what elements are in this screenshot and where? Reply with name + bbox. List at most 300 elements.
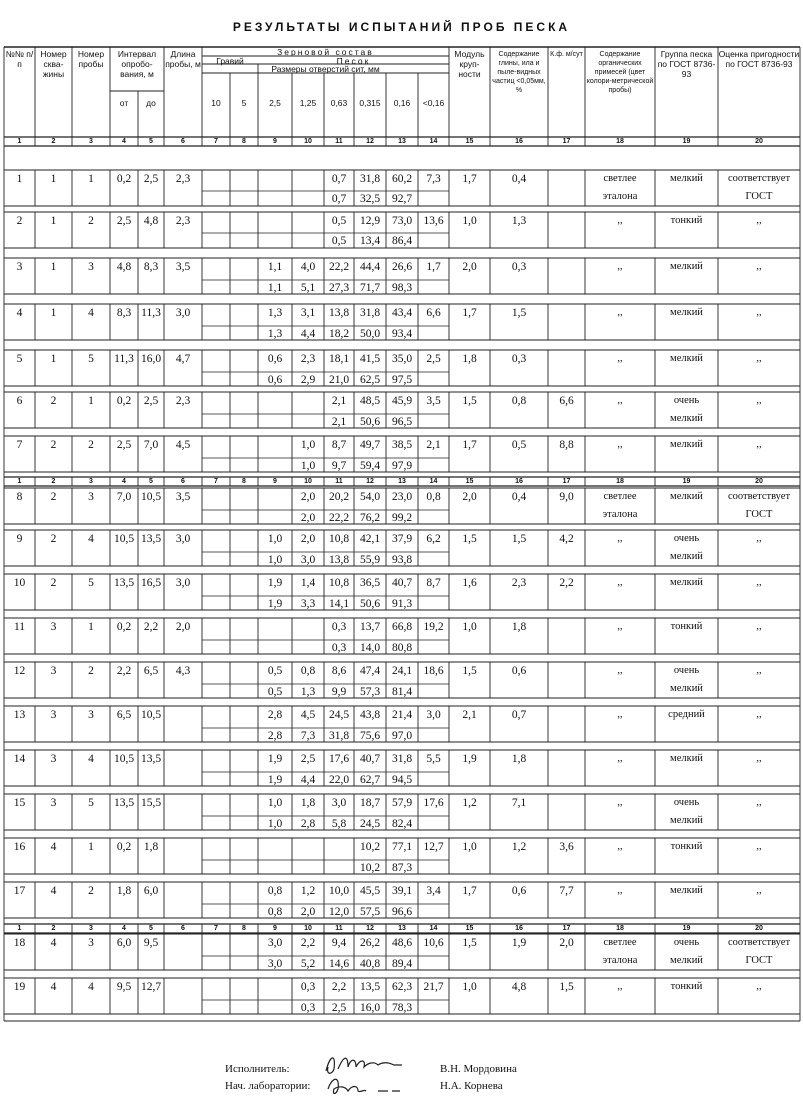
partial-residue-4: 1,8 [300, 797, 316, 809]
suitability-estimate: ,, [756, 307, 762, 318]
interval-to: 16,0 [140, 353, 162, 365]
total-residue-6: 57,3 [359, 686, 381, 698]
total-residue-7: 97,9 [391, 460, 413, 472]
fraction-below-016: 21,7 [423, 981, 444, 993]
interval-from: 13,5 [113, 577, 135, 589]
partial-residue-3: 3,0 [267, 937, 283, 949]
sand-group: тонкий [670, 621, 703, 632]
clay-content: 0,6 [511, 885, 527, 897]
total-residue-5: 22,2 [328, 512, 350, 524]
suitability-estimate: ГОСТ [745, 191, 773, 202]
total-residue-3: 1,0 [267, 554, 283, 566]
executor-name: В.Н. Мордовина [440, 1063, 517, 1075]
organic-impurities: ,, [617, 307, 623, 318]
organic-impurities: эталона [602, 191, 638, 202]
total-residue-7: 94,5 [391, 774, 413, 786]
fraction-below-016: 18,6 [423, 665, 444, 677]
total-residue-7: 97,5 [391, 374, 413, 386]
fraction-below-016: 5,5 [426, 753, 441, 765]
header-interval: Интервал опробо-вания, м [117, 49, 157, 79]
well-number: 2 [50, 491, 57, 503]
sand-group: мелкий [670, 261, 703, 272]
organic-impurities: эталона [602, 509, 638, 520]
column-number-7: 7 [214, 925, 218, 932]
partial-residue-3: 0,8 [267, 885, 283, 897]
total-residue-4: 1,3 [300, 686, 316, 698]
fraction-below-016: 3,4 [426, 885, 441, 897]
organic-impurities: ,, [617, 215, 623, 226]
organic-impurities: ,, [617, 261, 623, 272]
header-probe-number: Номер пробы [77, 49, 105, 69]
suitability-estimate: ,, [756, 981, 762, 992]
organic-impurities: ,, [617, 709, 623, 720]
total-residue-4: 2,9 [300, 374, 316, 386]
partial-residue-7: 31,8 [391, 753, 413, 765]
column-number-16: 16 [515, 925, 523, 932]
organic-impurities: ,, [617, 533, 623, 544]
column-number-3: 3 [89, 138, 93, 145]
header-sand-group: Группа песка по ГОСТ 8736-93 [657, 49, 716, 79]
suitability-estimate: ,, [756, 797, 762, 808]
sand-group: мелкий [670, 439, 703, 450]
column-number-3: 3 [89, 925, 93, 932]
partial-residue-6: 31,8 [359, 173, 381, 185]
clay-content: 1,8 [511, 753, 527, 765]
header-grain-composition: Зерновой состав [277, 47, 374, 57]
column-number-6: 6 [181, 478, 185, 485]
partial-residue-5: 3,0 [331, 797, 347, 809]
partial-residue-7: 62,3 [391, 981, 413, 993]
fineness-modulus: 1,0 [462, 215, 477, 227]
probe-number: 3 [88, 937, 94, 949]
suitability-estimate: ,, [756, 841, 762, 852]
partial-residue-6: 47,4 [359, 665, 381, 677]
partial-residue-7: 73,0 [391, 215, 413, 227]
column-number-9: 9 [273, 478, 277, 485]
total-residue-3: 1,9 [267, 598, 283, 610]
column-number-10: 10 [304, 925, 312, 932]
partial-residue-3: 0,5 [267, 665, 283, 677]
fineness-modulus: 1,7 [462, 173, 477, 185]
partial-residue-6: 36,5 [359, 577, 381, 589]
organic-impurities: ,, [617, 395, 623, 406]
probe-number: 1 [88, 395, 94, 407]
probe-length: 3,5 [175, 491, 191, 503]
total-residue-6: 75,6 [359, 730, 381, 742]
filtration-coefficient: 2,2 [559, 577, 574, 589]
partial-residue-7: 23,0 [391, 491, 413, 503]
probe-length: 3,5 [175, 261, 191, 273]
partial-residue-6: 12,9 [359, 215, 381, 227]
filtration-coefficient: 8,8 [559, 439, 574, 451]
sand-group: средний [668, 709, 705, 720]
partial-residue-6: 48,5 [359, 395, 381, 407]
partial-residue-7: 43,4 [391, 307, 413, 319]
total-residue-4: 3,3 [300, 598, 316, 610]
partial-residue-5: 0,7 [331, 173, 347, 185]
total-residue-5: 21,0 [328, 374, 350, 386]
header-sieve-8: <0,16 [422, 98, 445, 108]
well-number: 2 [50, 439, 57, 451]
well-number: 3 [50, 665, 57, 677]
probe-number: 4 [88, 533, 94, 545]
organic-impurities: ,, [617, 753, 623, 764]
partial-residue-6: 41,5 [359, 353, 381, 365]
probe-number: 4 [88, 981, 94, 993]
total-residue-7: 92,7 [391, 193, 413, 205]
probe-number: 4 [88, 753, 94, 765]
total-residue-7: 96,6 [391, 906, 413, 918]
column-number-2: 2 [51, 478, 56, 485]
interval-to: 13,5 [140, 533, 162, 545]
total-residue-5: 18,2 [328, 328, 350, 340]
interval-from: 11,3 [114, 353, 134, 365]
column-number-13: 13 [398, 138, 406, 145]
interval-from: 6,5 [116, 709, 132, 721]
handwritten-signatures [322, 1045, 422, 1105]
partial-residue-5: 13,8 [328, 307, 350, 319]
partial-residue-3: 0,6 [267, 353, 283, 365]
well-number: 3 [50, 621, 57, 633]
fineness-modulus: 1,5 [462, 533, 477, 545]
total-residue-6: 62,5 [359, 374, 381, 386]
suitability-estimate: ,, [756, 395, 762, 406]
partial-residue-7: 38,5 [391, 439, 413, 451]
partial-residue-4: 1,0 [300, 439, 316, 451]
organic-impurities: ,, [617, 665, 623, 676]
row-number: 18 [13, 937, 26, 949]
total-residue-7: 96,5 [391, 416, 413, 428]
sand-group: мелкий [670, 173, 703, 184]
suitability-estimate: ,, [756, 621, 762, 632]
partial-residue-7: 57,9 [391, 797, 413, 809]
header-sieve-sizes: Размеры отверстий сит, мм [271, 64, 380, 74]
probe-number: 2 [88, 665, 94, 677]
column-number-11: 11 [335, 138, 343, 145]
sand-group: мелкий [670, 753, 703, 764]
total-residue-6: 24,5 [359, 818, 381, 830]
well-number: 4 [50, 981, 57, 993]
probe-length: 3,0 [175, 533, 191, 545]
total-residue-7: 91,3 [391, 598, 413, 610]
well-number: 1 [50, 173, 57, 185]
column-number-20: 20 [755, 138, 763, 145]
suitability-estimate: ,, [756, 885, 762, 896]
suitability-estimate: соответствует [727, 491, 791, 502]
probe-number: 5 [88, 353, 94, 365]
column-number-7: 7 [214, 138, 218, 145]
probe-number: 2 [88, 885, 94, 897]
partial-residue-6: 54,0 [359, 491, 381, 503]
total-residue-6: 14,0 [359, 642, 381, 654]
sand-group: мелкий [670, 413, 703, 424]
fineness-modulus: 1,7 [462, 885, 477, 897]
well-number: 2 [50, 533, 57, 545]
total-residue-3: 1,0 [267, 818, 283, 830]
partial-residue-3: 1,9 [267, 577, 283, 589]
suitability-estimate: ,, [756, 533, 762, 544]
organic-impurities: эталона [602, 955, 638, 966]
total-residue-5: 22,0 [328, 774, 350, 786]
column-number-4: 4 [122, 138, 126, 145]
column-number-15: 15 [465, 478, 474, 485]
column-number-9: 9 [273, 925, 277, 932]
interval-to: 2,2 [143, 621, 159, 633]
clay-content: 0,4 [511, 491, 527, 503]
sand-group: очень [673, 395, 700, 406]
total-residue-6: 57,5 [359, 906, 381, 918]
probe-length: 4,3 [175, 665, 191, 677]
probe-length: 3,0 [175, 307, 191, 319]
partial-residue-6: 44,4 [359, 261, 381, 273]
column-number-12: 12 [366, 138, 374, 145]
interval-from: 2,5 [116, 215, 132, 227]
total-residue-3: 1,3 [267, 328, 283, 340]
partial-residue-7: 26,6 [391, 261, 413, 273]
filtration-coefficient: 3,6 [559, 841, 574, 853]
executor-label: Исполнитель: [225, 1063, 290, 1075]
fraction-below-016: 1,7 [426, 261, 441, 273]
column-number-16: 16 [515, 478, 523, 485]
header-sieve-7: 0,16 [393, 98, 411, 108]
total-residue-4: 2,0 [300, 512, 316, 524]
partial-residue-5: 9,4 [331, 937, 347, 949]
partial-residue-7: 39,1 [391, 885, 413, 897]
partial-residue-5: 8,6 [331, 665, 347, 677]
clay-content: 0,6 [511, 665, 527, 677]
total-residue-5: 2,1 [331, 416, 347, 428]
filtration-coefficient: 7,7 [559, 885, 574, 897]
clay-content: 0,3 [511, 353, 527, 365]
fineness-modulus: 1,8 [462, 353, 477, 365]
sand-group: очень [673, 665, 700, 676]
well-number: 3 [50, 709, 57, 721]
partial-residue-7: 66,8 [391, 621, 413, 633]
total-residue-3: 0,6 [267, 374, 283, 386]
column-number-8: 8 [242, 478, 246, 485]
fraction-below-016: 0,8 [426, 491, 441, 503]
interval-to: 6,0 [143, 885, 159, 897]
well-number: 4 [50, 937, 57, 949]
total-residue-6: 71,7 [359, 282, 381, 294]
partial-residue-5: 10,0 [328, 885, 350, 897]
column-number-20: 20 [755, 478, 763, 485]
column-number-5: 5 [149, 925, 153, 932]
organic-impurities: ,, [617, 885, 623, 896]
filtration-coefficient: 4,2 [559, 533, 574, 545]
header-sieve-6: 0,315 [359, 98, 381, 108]
filtration-coefficient: 2,0 [559, 937, 574, 949]
column-number-10: 10 [304, 478, 312, 485]
partial-residue-3: 1,0 [267, 797, 283, 809]
total-residue-6: 76,2 [359, 512, 381, 524]
partial-residue-4: 4,0 [300, 261, 316, 273]
header-filtration: К.ф. м/сут [550, 51, 583, 58]
column-number-8: 8 [242, 925, 246, 932]
organic-impurities: ,, [617, 841, 623, 852]
column-number-5: 5 [149, 138, 153, 145]
fraction-below-016: 2,5 [426, 353, 441, 365]
fineness-modulus: 1,0 [462, 981, 477, 993]
partial-residue-7: 35,0 [391, 353, 413, 365]
total-residue-6: 40,8 [359, 958, 381, 970]
suitability-estimate: ,, [756, 353, 762, 364]
row-number: 3 [16, 261, 23, 273]
clay-content: 4,8 [511, 981, 527, 993]
partial-residue-7: 21,4 [391, 709, 413, 721]
total-residue-3: 1,9 [267, 774, 283, 786]
partial-residue-3: 1,0 [267, 533, 283, 545]
suitability-estimate: ,, [756, 709, 762, 720]
column-number-2: 2 [51, 925, 56, 932]
partial-residue-5: 17,6 [328, 753, 350, 765]
partial-residue-6: 43,8 [359, 709, 381, 721]
total-residue-6: 55,9 [359, 554, 381, 566]
fineness-modulus: 1,5 [462, 937, 477, 949]
organic-impurities: ,, [617, 621, 623, 632]
organic-impurities: ,, [617, 353, 623, 364]
interval-from: 1,8 [116, 885, 132, 897]
clay-content: 1,5 [511, 307, 527, 319]
fraction-below-016: 7,3 [426, 173, 441, 185]
suitability-estimate: соответствует [727, 173, 791, 184]
probe-length: 2,3 [175, 395, 191, 407]
filtration-coefficient: 6,6 [559, 395, 574, 407]
column-number-12: 12 [366, 478, 374, 485]
interval-to: 15,5 [140, 797, 162, 809]
partial-residue-7: 48,6 [391, 937, 413, 949]
partial-residue-5: 10,8 [328, 533, 350, 545]
fraction-below-016: 19,2 [423, 621, 444, 633]
column-number-1: 1 [17, 138, 22, 145]
fraction-below-016: 8,7 [426, 577, 441, 589]
total-residue-6: 59,4 [359, 460, 381, 472]
clay-content: 0,5 [511, 439, 527, 451]
total-residue-3: 3,0 [267, 958, 283, 970]
total-residue-7: 86,4 [391, 235, 413, 247]
interval-from: 0,2 [116, 173, 132, 185]
total-residue-7: 99,2 [391, 512, 413, 524]
total-residue-6: 32,5 [359, 193, 381, 205]
partial-residue-5: 0,3 [331, 621, 347, 633]
well-number: 4 [50, 885, 57, 897]
sand-group: мелкий [670, 491, 703, 502]
row-number: 17 [13, 885, 26, 897]
partial-residue-6: 31,8 [359, 307, 381, 319]
row-number: 19 [13, 981, 26, 993]
probe-number: 2 [88, 215, 94, 227]
sand-group: мелкий [670, 815, 703, 826]
probe-number: 1 [88, 173, 94, 185]
column-number-5: 5 [149, 478, 153, 485]
row-number: 12 [13, 665, 26, 677]
total-residue-4: 5,2 [300, 958, 316, 970]
column-number-19: 19 [682, 925, 691, 932]
fraction-below-016: 3,5 [426, 395, 441, 407]
column-number-6: 6 [181, 925, 185, 932]
interval-from: 7,0 [116, 491, 132, 503]
row-number: 13 [13, 709, 26, 721]
total-residue-3: 0,8 [267, 906, 283, 918]
interval-from: 8,3 [116, 307, 132, 319]
column-number-13: 13 [398, 925, 406, 932]
partial-residue-6: 13,5 [359, 981, 381, 993]
suitability-estimate: ,, [756, 439, 762, 450]
interval-from: 13,5 [113, 797, 135, 809]
fraction-below-016: 3,0 [426, 709, 441, 721]
partial-residue-4: 2,2 [300, 937, 316, 949]
column-number-18: 18 [616, 925, 624, 932]
partial-residue-4: 0,8 [300, 665, 316, 677]
partial-residue-4: 0,3 [300, 981, 316, 993]
probe-number: 4 [88, 307, 94, 319]
probe-number: 3 [88, 491, 94, 503]
total-residue-3: 2,8 [267, 730, 283, 742]
interval-to: 2,5 [143, 173, 159, 185]
total-residue-4: 2,0 [300, 906, 316, 918]
partial-residue-4: 3,1 [300, 307, 316, 319]
partial-residue-7: 24,1 [391, 665, 413, 677]
header-sieve-4: 1,25 [299, 98, 317, 108]
interval-to: 1,8 [143, 841, 159, 853]
total-residue-7: 89,4 [391, 958, 413, 970]
interval-to: 8,3 [143, 261, 159, 273]
clay-content: 0,7 [511, 709, 527, 721]
fraction-below-016: 10,6 [423, 937, 444, 949]
interval-from: 10,5 [113, 753, 135, 765]
column-number-14: 14 [429, 138, 438, 145]
partial-residue-3: 1,9 [267, 753, 283, 765]
column-number-17: 17 [562, 478, 571, 485]
sand-group: тонкий [670, 841, 703, 852]
clay-content: 2,3 [511, 577, 527, 589]
total-residue-5: 0,3 [331, 642, 347, 654]
suitability-estimate: ,, [756, 261, 762, 272]
total-residue-5: 14,1 [328, 598, 350, 610]
probe-length: 2,0 [175, 621, 191, 633]
organic-impurities: светлее [603, 937, 637, 948]
row-number: 10 [13, 577, 26, 589]
probe-number: 3 [88, 709, 94, 721]
sand-group: мелкий [670, 353, 703, 364]
fineness-modulus: 2,0 [462, 491, 477, 503]
fraction-below-016: 17,6 [423, 797, 444, 809]
sand-group: мелкий [670, 551, 703, 562]
sand-group: мелкий [670, 307, 703, 318]
total-residue-6: 16,0 [359, 1002, 381, 1014]
partial-residue-4: 2,3 [300, 353, 316, 365]
column-number-10: 10 [304, 138, 312, 145]
sand-group: очень [673, 533, 700, 544]
total-residue-7: 87,3 [391, 862, 413, 874]
header-sieve-5: 0,63 [330, 98, 348, 108]
well-number: 2 [50, 577, 57, 589]
fineness-modulus: 1,7 [462, 307, 477, 319]
column-number-15: 15 [465, 925, 474, 932]
sand-group: очень [673, 797, 700, 808]
total-residue-4: 5,1 [300, 282, 316, 294]
partial-residue-6: 10,2 [359, 841, 381, 853]
partial-residue-7: 77,1 [391, 841, 413, 853]
fraction-below-016: 6,6 [426, 307, 441, 319]
total-residue-4: 3,0 [300, 554, 316, 566]
partial-residue-7: 37,9 [391, 533, 413, 545]
document-title: РЕЗУЛЬТАТЫ ИСПЫТАНИЙ ПРОБ ПЕСКА [232, 20, 571, 34]
column-number-17: 17 [562, 138, 571, 145]
interval-to: 10,5 [140, 709, 162, 721]
header-row-number: №№ п/п [5, 49, 34, 69]
row-number: 11 [13, 621, 26, 633]
